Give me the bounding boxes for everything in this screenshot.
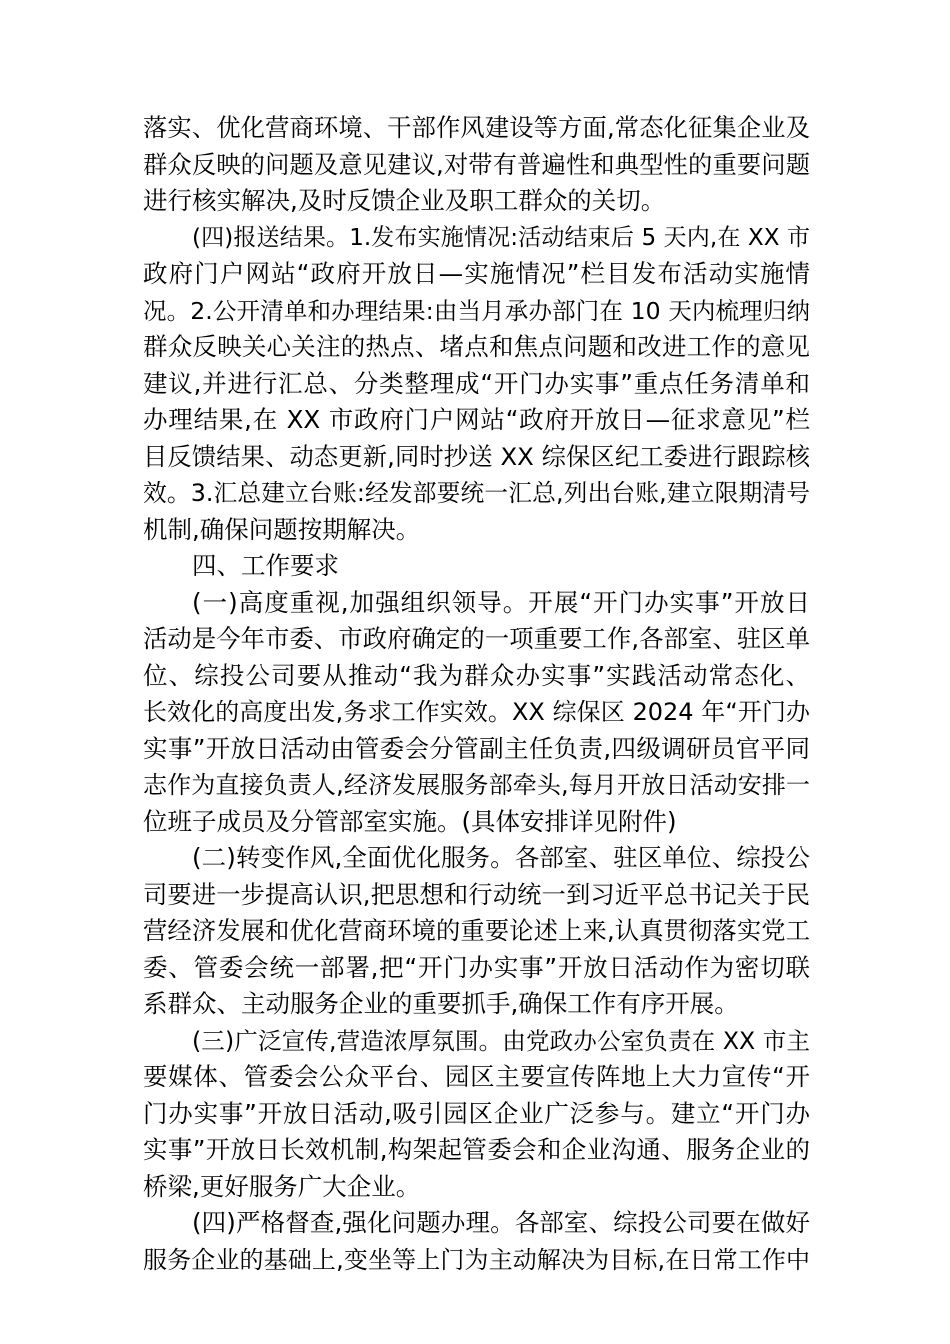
text-line: 委、管委会统一部署,把“开门办实事”开放日活动作为密切联: [143, 952, 810, 982]
text-line: 服务企业的基础上,变坐等上门为主动解决为目标,在日常工作中: [143, 1245, 810, 1274]
text-line: 机制,确保问题按期解决。: [143, 514, 421, 544]
text-line: (二)转变作风,全面优化服务。各部室、驻区单位、综投公: [192, 843, 810, 872]
text-line: 志作为直接负责人,经济发展服务部牵头,每月开放日活动安排一: [143, 771, 810, 799]
paragraph-work-style: [143, 840, 810, 1023]
text-line: 系群众、主动服务企业的重要抓手,确保工作有序开展。: [143, 989, 739, 1018]
section-heading: [143, 548, 810, 585]
text-line: 实事”开放日活动由管委会分管副主任负责,四级调研员官平同: [143, 733, 810, 763]
text-line: 政府门户网站“政府开放日—实施情况”栏目发布活动实施情: [143, 259, 810, 288]
document-body: [143, 110, 810, 1278]
text-line: 位、综投公司要从推动“我为群众办实事”实践活动常态化、: [143, 660, 810, 690]
text-line: 办理结果,在 XX 市政府门户网站“政府开放日—征求意见”栏: [143, 405, 810, 434]
paragraph-organization: [143, 585, 810, 841]
text-line: 营经济发展和优化营商环境的重要论述上来,认真贯彻落实党工: [143, 916, 810, 945]
text-line: 效。3.汇总建立台账:经发部要统一汇总,列出台账,建立限期清号: [143, 479, 810, 507]
text-line: 目反馈结果、动态更新,同时抄送 XX 综保区纪工委进行跟踪核: [143, 441, 810, 471]
text-line: 活动是今年市委、市政府确定的一项重要工作,各部室、驻区单: [143, 624, 810, 653]
text-line: 实事”开放日长效机制,构架起管委会和企业沟通、服务企业的: [143, 1135, 810, 1164]
text-line: 建议,并进行汇总、分类整理成“开门办实事”重点任务清单和: [143, 368, 810, 398]
text-line: 进行核实解决,及时反馈企业及职工群众的关切。: [143, 186, 666, 215]
text-line: 位班子成员及分管部室实施。(具体安排详见附件): [143, 806, 677, 836]
text-line: 况。2.公开清单和办理结果:由当月承办部门在 10 天内梳理归纳: [143, 296, 810, 325]
paragraph-supervision: [143, 1205, 810, 1278]
paragraph-continuation: [143, 110, 810, 220]
section-heading-text: 四、工作要求: [192, 551, 339, 580]
text-line: 门办实事”开放日活动,吸引园区企业广泛参与。建立“开门办: [143, 1098, 810, 1128]
text-line: 落实、优化营商环境、干部作风建设等方面,常态化征集企业及: [143, 113, 810, 142]
paragraph-publicity: [143, 1023, 810, 1206]
text-line: (三)广泛宣传,营造浓厚氛围。由党政办公室负责在 XX 市主: [192, 1026, 810, 1055]
text-line: 群众反映关心关注的热点、堵点和焦点问题和改进工作的意见: [143, 332, 810, 361]
text-line: 要媒体、管委会公众平台、园区主要宣传阵地上大力宣传“开: [143, 1062, 810, 1091]
paragraph-report-results: [143, 220, 810, 549]
text-line: (一)高度重视,加强组织领导。开展“开门办实事”开放日: [192, 587, 810, 617]
text-line: 司要进一步提高认识,把思想和行动统一到习近平总书记关于民: [143, 879, 810, 909]
text-line: (四)报送结果。1.发布实施情况:活动结束后 5 天内,在 XX 市: [192, 224, 810, 251]
text-line: (四)严格督查,强化问题办理。各部室、综投公司要在做好: [192, 1208, 810, 1237]
text-line: 长效化的高度出发,务求工作实效。XX 综保区 2024 年“开门办: [143, 698, 810, 726]
text-line: 群众反映的问题及意见建议,对带有普遍性和典型性的重要问题: [143, 149, 810, 179]
text-line: 桥梁,更好服务广大企业。: [143, 1171, 421, 1201]
